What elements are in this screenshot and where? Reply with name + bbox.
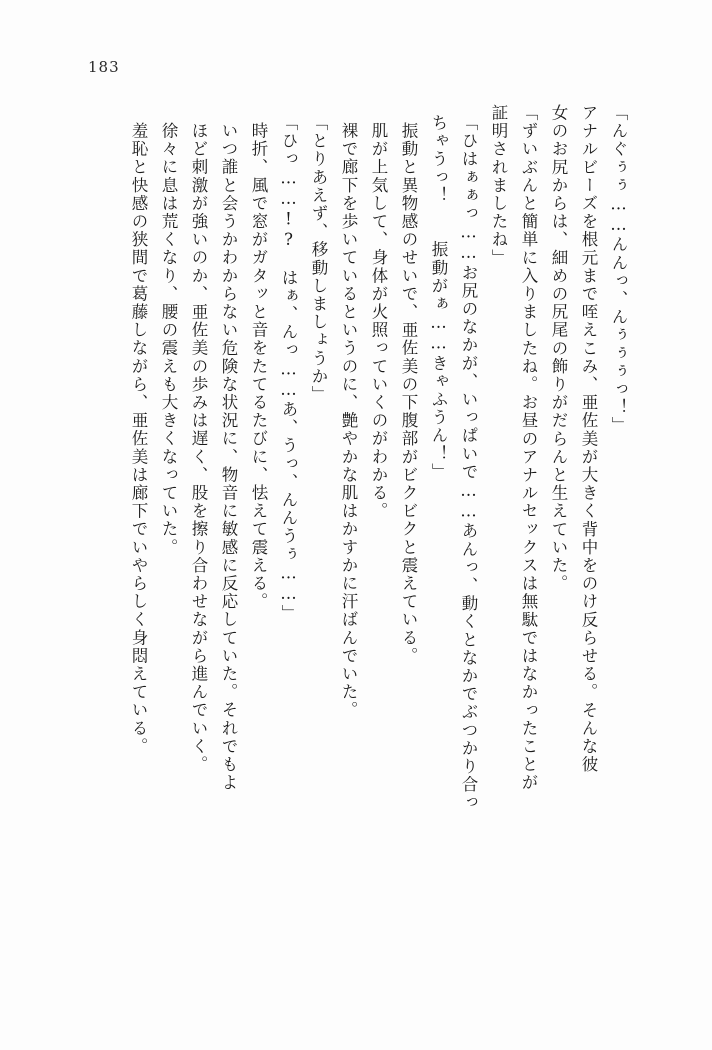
text-column: ちゃうっ！ 振動がぁ……きゃふうん！」: [429, 114, 448, 481]
text-column: 女のお尻からは、細めの尻尾の飾りがだらんと生えていた。: [549, 104, 568, 593]
text-column: 「ひはぁぁっ……お尻のなかが、いっぱいで……あんっ、動くとなかでぶつかり合っ: [459, 114, 478, 812]
page-number: 183: [88, 58, 120, 76]
text-column: 徐々に息は荒くなり、腰の震えも大きくなっていた。: [159, 122, 178, 557]
text-column: 証明されましたね」: [489, 104, 508, 267]
vertical-text-block: [56, 104, 626, 934]
text-column: 「ひっ……!? はぁ、んっ……あ、うっ、んんうぅ……」: [279, 114, 298, 623]
text-column: 「んぐぅぅ……んんっ、んぅぅぅっ！」: [609, 104, 628, 435]
text-column: 裸で廊下を歩いているというのに、艶やかな肌はかすかに汗ばんでいた。: [339, 122, 358, 720]
text-column: ほど刺激が強いのか、亜佐美の歩みは遅く、股を擦り合わせながら進んでいく。: [189, 122, 208, 774]
text-column: 振動と異物感のせいで、亜佐美の下腹部がビクビクと震えている。: [399, 122, 418, 665]
text-column: 「とりあえず、移動しましょうか」: [309, 114, 328, 404]
text-column: 「ずいぶんと簡単に入りましたね。お昼のアナルセックスは無駄ではなかったことが: [519, 104, 538, 792]
text-column: 肌が上気して、身体が火照っていくのがわかる。: [369, 122, 388, 521]
text-column: 羞恥と快感の狭間で葛藤しながら、亜佐美は廊下でいやらしく身悶えている。: [129, 122, 148, 756]
text-column: いつ誰と会うかわからない危険な状況に、物音に敏感に反応していた。それでもよ: [219, 122, 238, 792]
text-column: アナルビーズを根元まで咥えこみ、亜佐美が大きく背中をのけ反らせる。そんな彼: [579, 104, 598, 774]
text-column: 時折、風で窓がガタッと音をたてるたびに、怯えて震える。: [249, 122, 268, 611]
